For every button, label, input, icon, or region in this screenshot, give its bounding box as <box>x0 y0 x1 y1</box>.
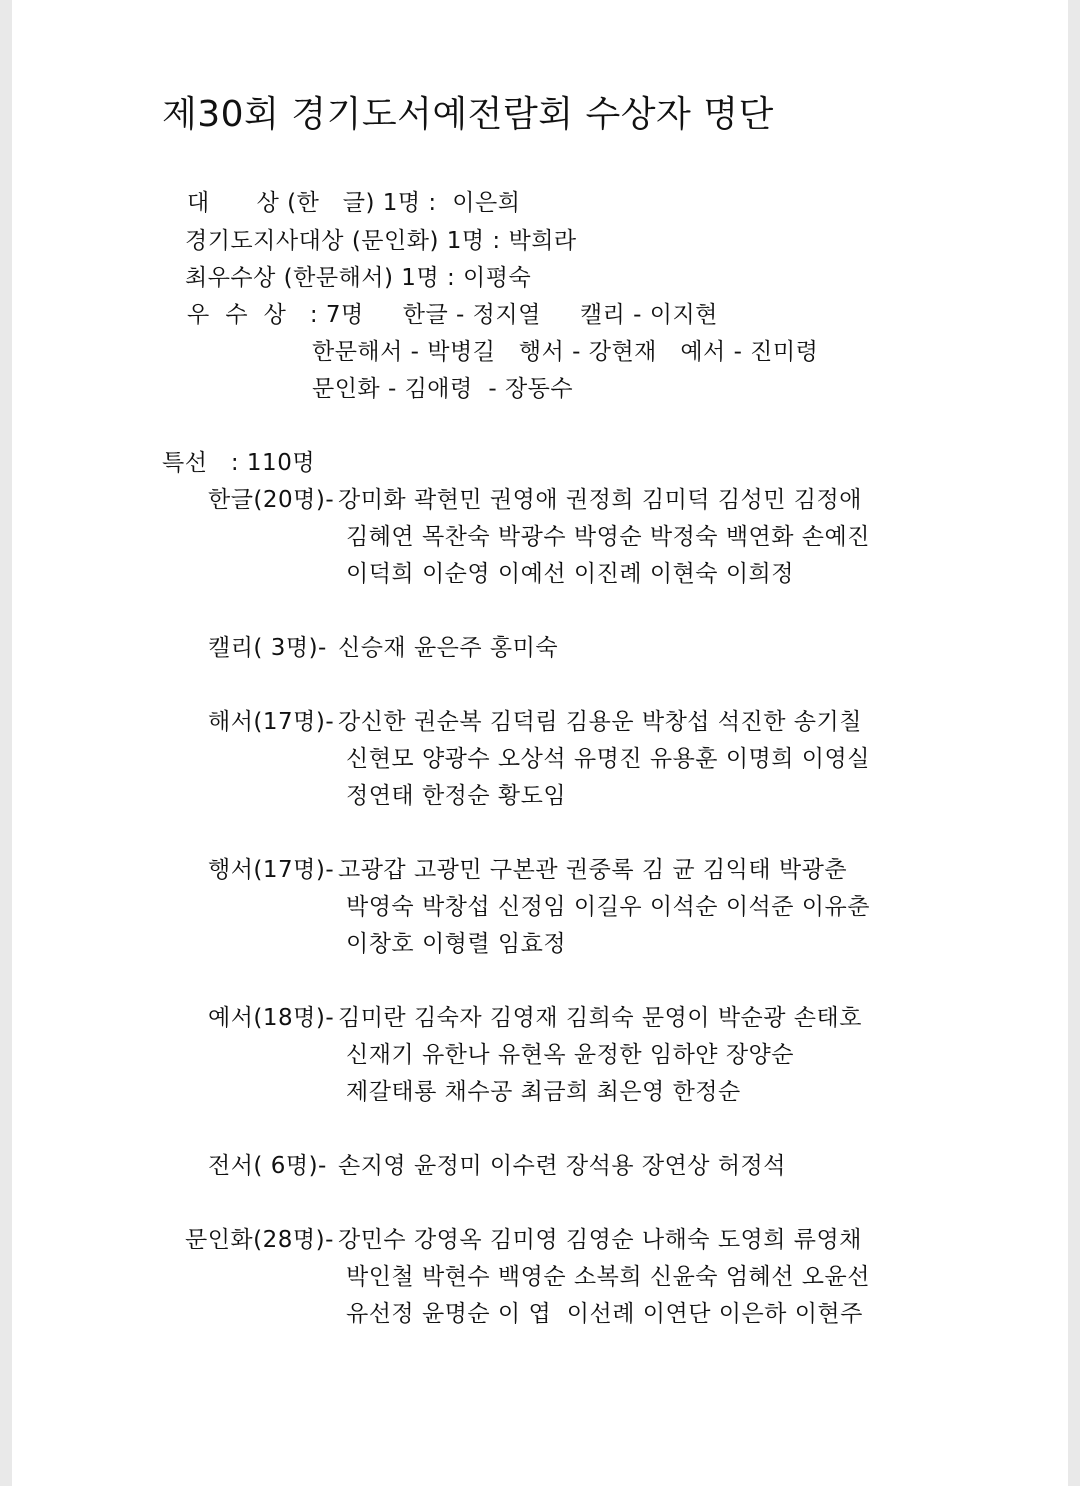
category-label-haeseo: 해서(17명)- <box>208 709 335 735</box>
category-label-hangul: 한글(20명)- <box>208 487 335 513</box>
category-label-jeonseo: 전서( 6명)- <box>208 1153 327 1179</box>
names-line: 이창호 이형렬 임효정 <box>346 931 567 957</box>
category-label-haengseo: 행서(17명)- <box>208 857 335 883</box>
category-label-yeseo: 예서(18명)- <box>208 1005 335 1031</box>
award-excellence-line-3: 문인화 - 김애령 - 장동수 <box>312 376 574 402</box>
names-line: 강미화 곽현민 권영애 권정희 김미덕 김성민 김정애 <box>338 487 862 513</box>
award-governor: 경기도지사대상 (문인화) 1명 : 박희라 <box>185 228 577 254</box>
names-line: 고광갑 고광민 구본관 권중록 김 균 김익태 박광춘 <box>338 857 848 883</box>
special-header: 특선 : 110명 <box>162 450 316 476</box>
names-line: 강신한 권순복 김덕림 김용운 박창섭 석진한 송기칠 <box>338 709 862 735</box>
names-line: 김혜연 목찬숙 박광수 박영순 박정숙 백연화 손예진 <box>346 524 870 550</box>
award-top: 최우수상 (한문해서) 1명 : 이평숙 <box>185 265 532 291</box>
names-line: 유선정 윤명순 이 엽 이선례 이연단 이은하 이현주 <box>346 1301 863 1327</box>
category-label-calli: 캘리( 3명)- <box>208 635 327 661</box>
category-label-munin: 문인화(28명)- <box>185 1227 334 1253</box>
names-line: 신현모 양광수 오상석 유명진 유용훈 이명희 이영실 <box>346 746 870 772</box>
award-grand: 대 상 (한 글) 1명 : 이은희 <box>187 190 521 216</box>
page-title: 제30회 경기도서예전람회 수상자 명단 <box>162 94 774 135</box>
names-line: 정연태 한정순 황도임 <box>346 783 567 809</box>
names-line: 박영숙 박창섭 신정임 이길우 이석순 이석준 이유춘 <box>346 894 870 920</box>
names-line: 이덕희 이순영 이예선 이진례 이현숙 이희정 <box>346 561 794 587</box>
names-line: 강민수 강영옥 김미영 김영순 나해숙 도영희 류영채 <box>338 1227 862 1253</box>
names-line: 신승재 윤은주 홍미숙 <box>338 635 559 661</box>
names-line: 손지영 윤정미 이수련 장석용 장연상 허정석 <box>338 1153 786 1179</box>
award-excellence-line-2: 한문해서 - 박병길 행서 - 강현재 예서 - 진미령 <box>312 339 819 365</box>
names-line: 김미란 김숙자 김영재 김희숙 문영이 박순광 손태호 <box>338 1005 862 1031</box>
document-page <box>12 0 1068 1486</box>
names-line: 박인철 박현수 백영순 소복희 신윤숙 엄혜선 오윤선 <box>346 1264 870 1290</box>
names-line: 신재기 유한나 유현옥 윤정한 임하얀 장양순 <box>346 1042 794 1068</box>
names-line: 제갈태룡 채수공 최금희 최은영 한정순 <box>346 1079 741 1105</box>
award-excellence-line-1: 우 수 상 : 7명 한글 - 정지열 캘리 - 이지현 <box>187 302 718 328</box>
